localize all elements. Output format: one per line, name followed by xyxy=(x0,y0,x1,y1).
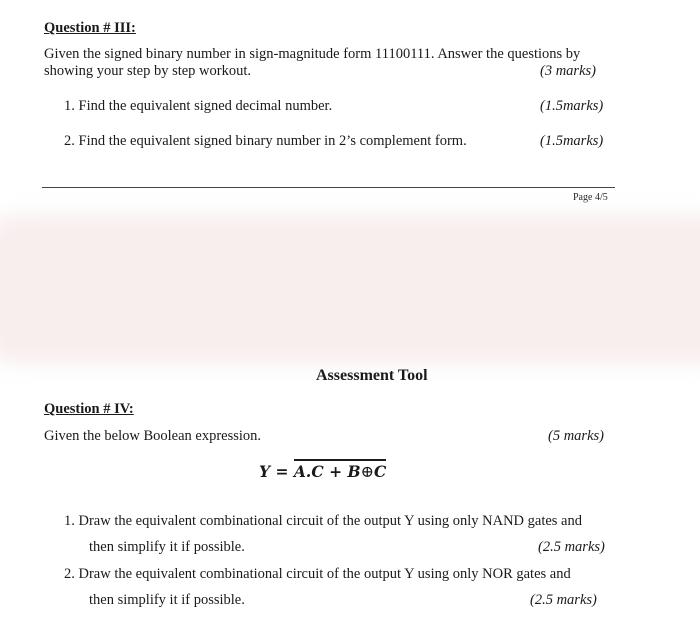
q3-intro-marks: (3 marks) xyxy=(540,63,596,79)
q3-item-2: 2. Find the equivalent signed binary number in 2’s complement form. xyxy=(64,133,467,149)
q3-intro-line1: Given the signed binary number in sign-magnitude form 11100111. Answer the questions by xyxy=(44,46,581,62)
formula-plus: + xyxy=(329,462,343,481)
blurred-band xyxy=(0,214,700,364)
q4-heading: Question # IV: xyxy=(44,401,134,417)
q4-item-1-line2: then simplify it if possible. xyxy=(89,539,245,555)
q3-heading: Question # III: xyxy=(44,20,136,36)
section-title: Assessment Tool xyxy=(316,367,428,384)
q3-item-2-marks: (1.5marks) xyxy=(540,133,604,149)
formula-term2-right: C xyxy=(373,462,387,481)
formula-term2-left: B xyxy=(347,462,361,481)
q4-item-2-line2: then simplify it if possible. xyxy=(89,592,245,608)
xor-symbol: ⊕ xyxy=(360,462,374,481)
formula-term1: A.C xyxy=(293,462,324,481)
boolean-expression xyxy=(259,462,386,481)
page-number: Page 4/5 xyxy=(573,192,608,203)
q3-item-1-marks: (1.5marks) xyxy=(540,98,604,114)
q4-item-2-line1: 2. Draw the equivalent combinational circuit of the output Y using only NOR gates and xyxy=(64,566,571,582)
formula-equals: = xyxy=(275,462,289,481)
q4-intro: Given the below Boolean expression. xyxy=(44,428,262,444)
q3-intro-line2: showing your step by step workout. xyxy=(44,63,252,79)
formula-lhs: Y xyxy=(259,462,271,481)
formula-overline-group xyxy=(294,462,386,481)
page-divider xyxy=(42,187,615,188)
q4-item-1-line1: 1. Draw the equivalent combinational circuit of the output Y using only NAND gates and xyxy=(64,513,582,529)
q3-item-1: 1. Find the equivalent signed decimal number. xyxy=(64,98,333,114)
q4-item-2-marks: (2.5 marks) xyxy=(530,592,597,608)
q4-intro-marks: (5 marks) xyxy=(548,428,604,444)
q4-item-1-marks: (2.5 marks) xyxy=(538,539,605,555)
